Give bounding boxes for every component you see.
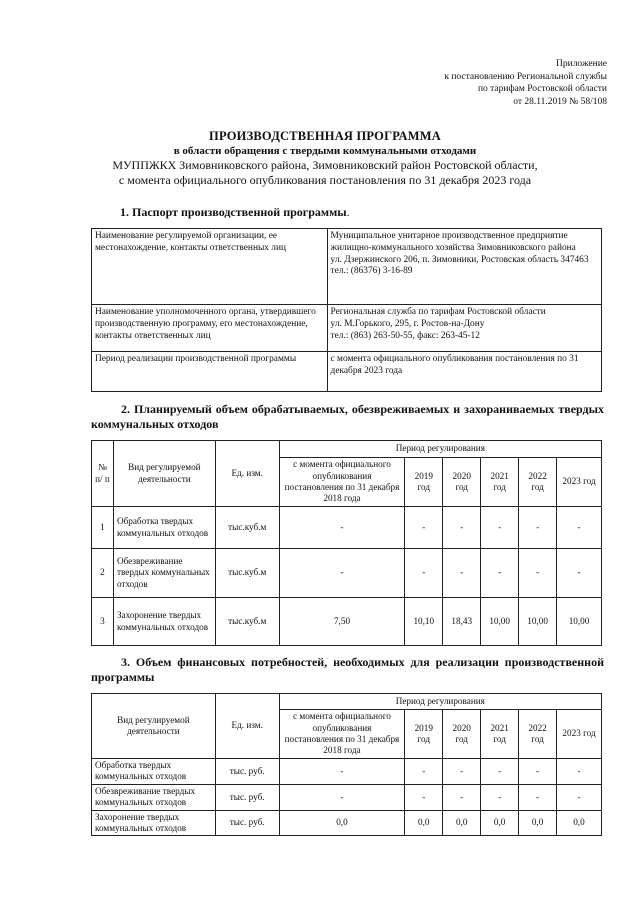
approval-line: по тарифам Ростовской области [477,84,607,94]
passport-row [92,229,602,305]
row-year-value: - [557,507,602,549]
row-activity: Обработка твердых коммунальных отходов [113,507,215,549]
row-year-value: - [405,549,443,598]
row-year-value: 0,0 [405,810,443,836]
row-year-value: - [481,507,519,549]
passport-label: Период реализации производственной программы [92,352,328,392]
passport-value [327,352,601,392]
year-header: 2022 год [519,458,557,507]
volume-table [91,440,602,646]
row-year-value: 0,0 [481,810,519,836]
row-year-value: - [443,759,481,785]
row-number: 2 [92,549,114,598]
row-unit: тыс. руб. [215,759,279,785]
year-header: 2019 год [405,458,443,507]
row-number: 1 [92,507,114,549]
row-activity: Обработка твердых коммунальных отходов [92,759,216,785]
row-activity: Захоронение твердых коммунальных отходов [92,810,216,836]
section1-heading [120,205,350,220]
row-year-value: 10,10 [405,598,443,646]
organization-line: МУППЖКХ Зимовниковского района, Зимовниковский район Ростовской области, [112,158,538,172]
year-header: 2021 год [481,458,519,507]
table-row [92,759,602,785]
col-activity-header: Вид регулируемой деятельности [92,694,216,759]
row-year-value: - [405,784,443,810]
table-row [92,810,602,836]
row-first-value: - [279,784,405,810]
passport-value [327,229,601,305]
year-header: 2020 год [443,710,481,759]
row-year-value: - [481,784,519,810]
table-header-row [92,694,602,710]
passport-table [91,228,602,392]
row-year-value: - [443,784,481,810]
row-unit: тыс. руб. [215,784,279,810]
approval-line: от 28.11.2019 № 58/108 [513,96,607,107]
passport-value-line: с момента официального опубликования постановления по 31 декабря 2023 года [330,354,579,376]
row-unit: тыс.куб.м [215,598,279,646]
col-unit-header: Ед. изм. [215,694,279,759]
section1-heading-dot: . [346,205,350,219]
section2-heading: 2. Планируемый объем обрабатываемых, обезвреживаемых и захораниваемых твердых коммунальных отходов [91,402,604,431]
row-unit: тыс.куб.м [215,507,279,549]
period-header: Период регулирования [279,694,601,710]
passport-value-line: тел.: (863) 263-50-55, факс: 263-45-12 [330,330,480,341]
row-year-value: 0,0 [557,810,602,836]
row-year-value: - [405,759,443,785]
year-header: 2023 год [557,458,602,507]
row-year-value: - [481,549,519,598]
passport-label: Наименование уполномоченного органа, утвердившего производственную программу, его местонахождение, контакты ответственных лиц [92,305,328,352]
finance-table [91,693,602,836]
approval-line: к постановлению Региональной службы [444,71,607,82]
row-first-value: - [279,507,405,549]
row-first-value: - [279,759,405,785]
period-line: с момента официального опубликования постановления по 31 декабря 2023 года [118,172,532,187]
year-header: 2023 год [557,710,602,759]
row-activity: Захоронение твердых коммунальных отходов [113,598,215,646]
row-number: 3 [92,598,114,646]
passport-value [327,305,601,352]
year-header: 2019 год [405,710,443,759]
row-activity: Обезвреживание твердых коммунальных отходов [113,549,215,598]
section1-heading-text: 1. Паспорт производственной программы [120,205,347,219]
col-number-header: № п/ п [92,441,114,507]
passport-label: Наименование регулируемой организации, ее местонахождение, контакты ответственных лиц [92,229,328,305]
col-unit-header: Ед. изм. [215,441,279,507]
approval-line: Приложение [556,59,607,69]
row-year-value: - [519,784,557,810]
row-year-value: 0,0 [443,810,481,836]
document-title-block [40,129,610,187]
row-unit: тыс. руб. [215,810,279,836]
section3-heading: 3. Объем финансовых потребностей, необходимых для реализации производственной программы [91,655,604,684]
passport-row [92,305,602,352]
row-year-value: 0,0 [519,810,557,836]
row-year-value: 10,00 [557,598,602,646]
table-row [92,598,602,646]
row-first-value: - [279,549,405,598]
row-first-value: 7,50 [279,598,405,646]
passport-value-line: Региональная служба по тарифам Ростовской области [330,307,546,317]
year-header: 2020 год [443,458,481,507]
row-unit: тыс.куб.м [215,549,279,598]
year-header: 2022 год [519,710,557,759]
row-year-value: - [519,549,557,598]
row-year-value: - [443,507,481,549]
row-year-value: - [519,507,557,549]
row-year-value: - [443,549,481,598]
row-year-value: 18,43 [443,598,481,646]
row-year-value: - [557,784,602,810]
table-header-row [92,441,602,458]
year-header: 2021 год [481,710,519,759]
period-first-header: с момента официального опубликования постановления по 31 декабря 2018 года [279,458,405,507]
passport-value-line: ул. Дзержинского 206, п. Зимовники, Ростовская область 347463 [330,254,589,265]
document-title: ПРОИЗВОДСТВЕННАЯ ПРОГРАММА [209,129,441,143]
row-year-value: - [557,549,602,598]
row-year-value: 10,00 [481,598,519,646]
table-row [92,549,602,598]
period-first-header: с момента официального опубликования постановления по 31 декабря 2018 года [279,710,405,759]
passport-row [92,352,602,392]
period-header: Период регулирования [279,441,601,458]
row-activity: Обезвреживание твердых коммунальных отходов [92,784,216,810]
row-year-value: - [481,759,519,785]
col-activity-header: Вид регулируемой деятельности [113,441,215,507]
table-row [92,784,602,810]
row-year-value: - [557,759,602,785]
approval-block [444,58,607,108]
row-year-value: - [405,507,443,549]
document-subtitle: в области обращения с твердыми коммунальными отходами [173,145,477,157]
row-year-value: 10,00 [519,598,557,646]
row-first-value: 0,0 [279,810,405,836]
passport-value-line: тел.: (86376) 3-16-89 [330,266,413,277]
passport-value-line: ул. М.Горького, 295, г. Ростов-на-Дону [330,318,485,329]
table-row [92,507,602,549]
passport-value-line: Муниципальное унитарное производственное предприятие жилищно-коммунального хозяйства Зимовниковского района [330,231,576,253]
row-year-value: - [519,759,557,785]
